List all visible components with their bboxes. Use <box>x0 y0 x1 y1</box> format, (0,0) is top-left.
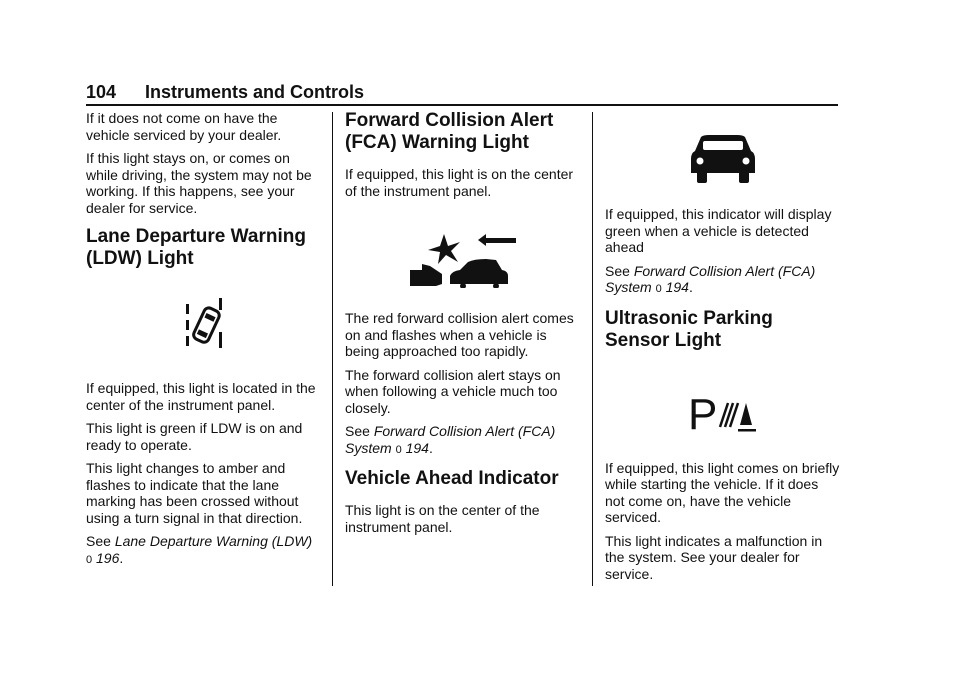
see-reference: See Forward Collision Alert (FCA) System 0 194. <box>345 423 556 456</box>
vehicle-ahead-icon-box <box>605 110 840 206</box>
paragraph: This light changes to amber and flashes to indicate that the lane marking has been crossed without using a turn signal in that direction. <box>86 460 303 526</box>
cross-reference-link[interactable]: Forward Collision Alert (FCA) System <box>605 262 816 295</box>
see-reference: See Lane Departure Warning (LDW) 0 196. <box>86 533 313 566</box>
page-ref-number[interactable]: 194 <box>405 439 429 456</box>
page-header <box>86 82 838 104</box>
column-3 <box>605 110 840 589</box>
column-divider <box>332 112 333 586</box>
column-1 <box>86 110 321 575</box>
vehicle-ahead-heading: Vehicle Ahead Indicator <box>345 468 559 489</box>
see-reference: See Forward Collision Alert (FCA) System 0 194. <box>605 262 816 295</box>
column-2 <box>345 110 580 542</box>
paragraph: The forward collision alert stays on when following a vehicle much too closely. <box>345 366 561 416</box>
forward-collision-icon <box>408 228 518 288</box>
section-title: Instruments and Controls <box>145 82 365 102</box>
lane-departure-icon <box>182 294 226 352</box>
paragraph: If equipped, this indicator will display green when a vehicle is detected ahead <box>605 206 832 255</box>
parking-sensor-icon-box <box>605 364 840 460</box>
fca-icon-box <box>345 206 580 310</box>
paragraph: This light is on the center of the instrument panel. <box>345 502 540 535</box>
parking-sensor-heading: Ultrasonic Parking Sensor Light <box>605 307 773 351</box>
paragraph: If equipped, this light comes on briefly while starting the vehicle. If it does not come on, have the vehicle serviced. <box>605 459 840 525</box>
paragraph: If equipped, this light is located in the center of the instrument panel. <box>86 380 316 413</box>
paragraph: If equipped, this light is on the center of the instrument panel. <box>345 166 574 199</box>
paragraph: If this light stays on, or comes on while driving, the system may not be working. If this happens, see your dealer for service. <box>86 150 312 216</box>
page-ref-icon: 0 <box>655 283 662 295</box>
paragraph: If it does not come on have the vehicle serviced by your dealer. <box>86 110 282 143</box>
page-ref-icon: 0 <box>395 443 402 456</box>
paragraph: The red forward collision alert comes on and flashes when a vehicle is being approached too rapidly. <box>345 310 574 359</box>
fca-heading: Forward Collision Alert (FCA) Warning Light <box>345 110 554 153</box>
header-rule <box>86 104 838 106</box>
paragraph: This light indicates a malfunction in the system. See your dealer for service. <box>605 532 823 582</box>
column-divider <box>592 112 593 586</box>
vehicle-ahead-icon <box>691 133 755 183</box>
page-ref-icon: 0 <box>86 553 93 566</box>
svg-text:P: P <box>687 389 717 435</box>
cross-reference-link[interactable]: Forward Collision Alert (FCA) System <box>345 423 556 456</box>
paragraph: This light is green if LDW is on and ready to operate. <box>86 420 303 453</box>
parking-sensor-icon <box>688 389 758 435</box>
cross-reference-link[interactable]: Lane Departure Warning (LDW) <box>114 533 313 549</box>
ldw-heading: Lane Departure Warning (LDW) Light <box>86 226 306 269</box>
page-ref-number[interactable]: 194 <box>665 279 689 295</box>
ldw-icon-box <box>86 282 321 364</box>
page-number: 104 <box>86 82 117 102</box>
page-ref-number[interactable]: 196 <box>96 549 120 566</box>
